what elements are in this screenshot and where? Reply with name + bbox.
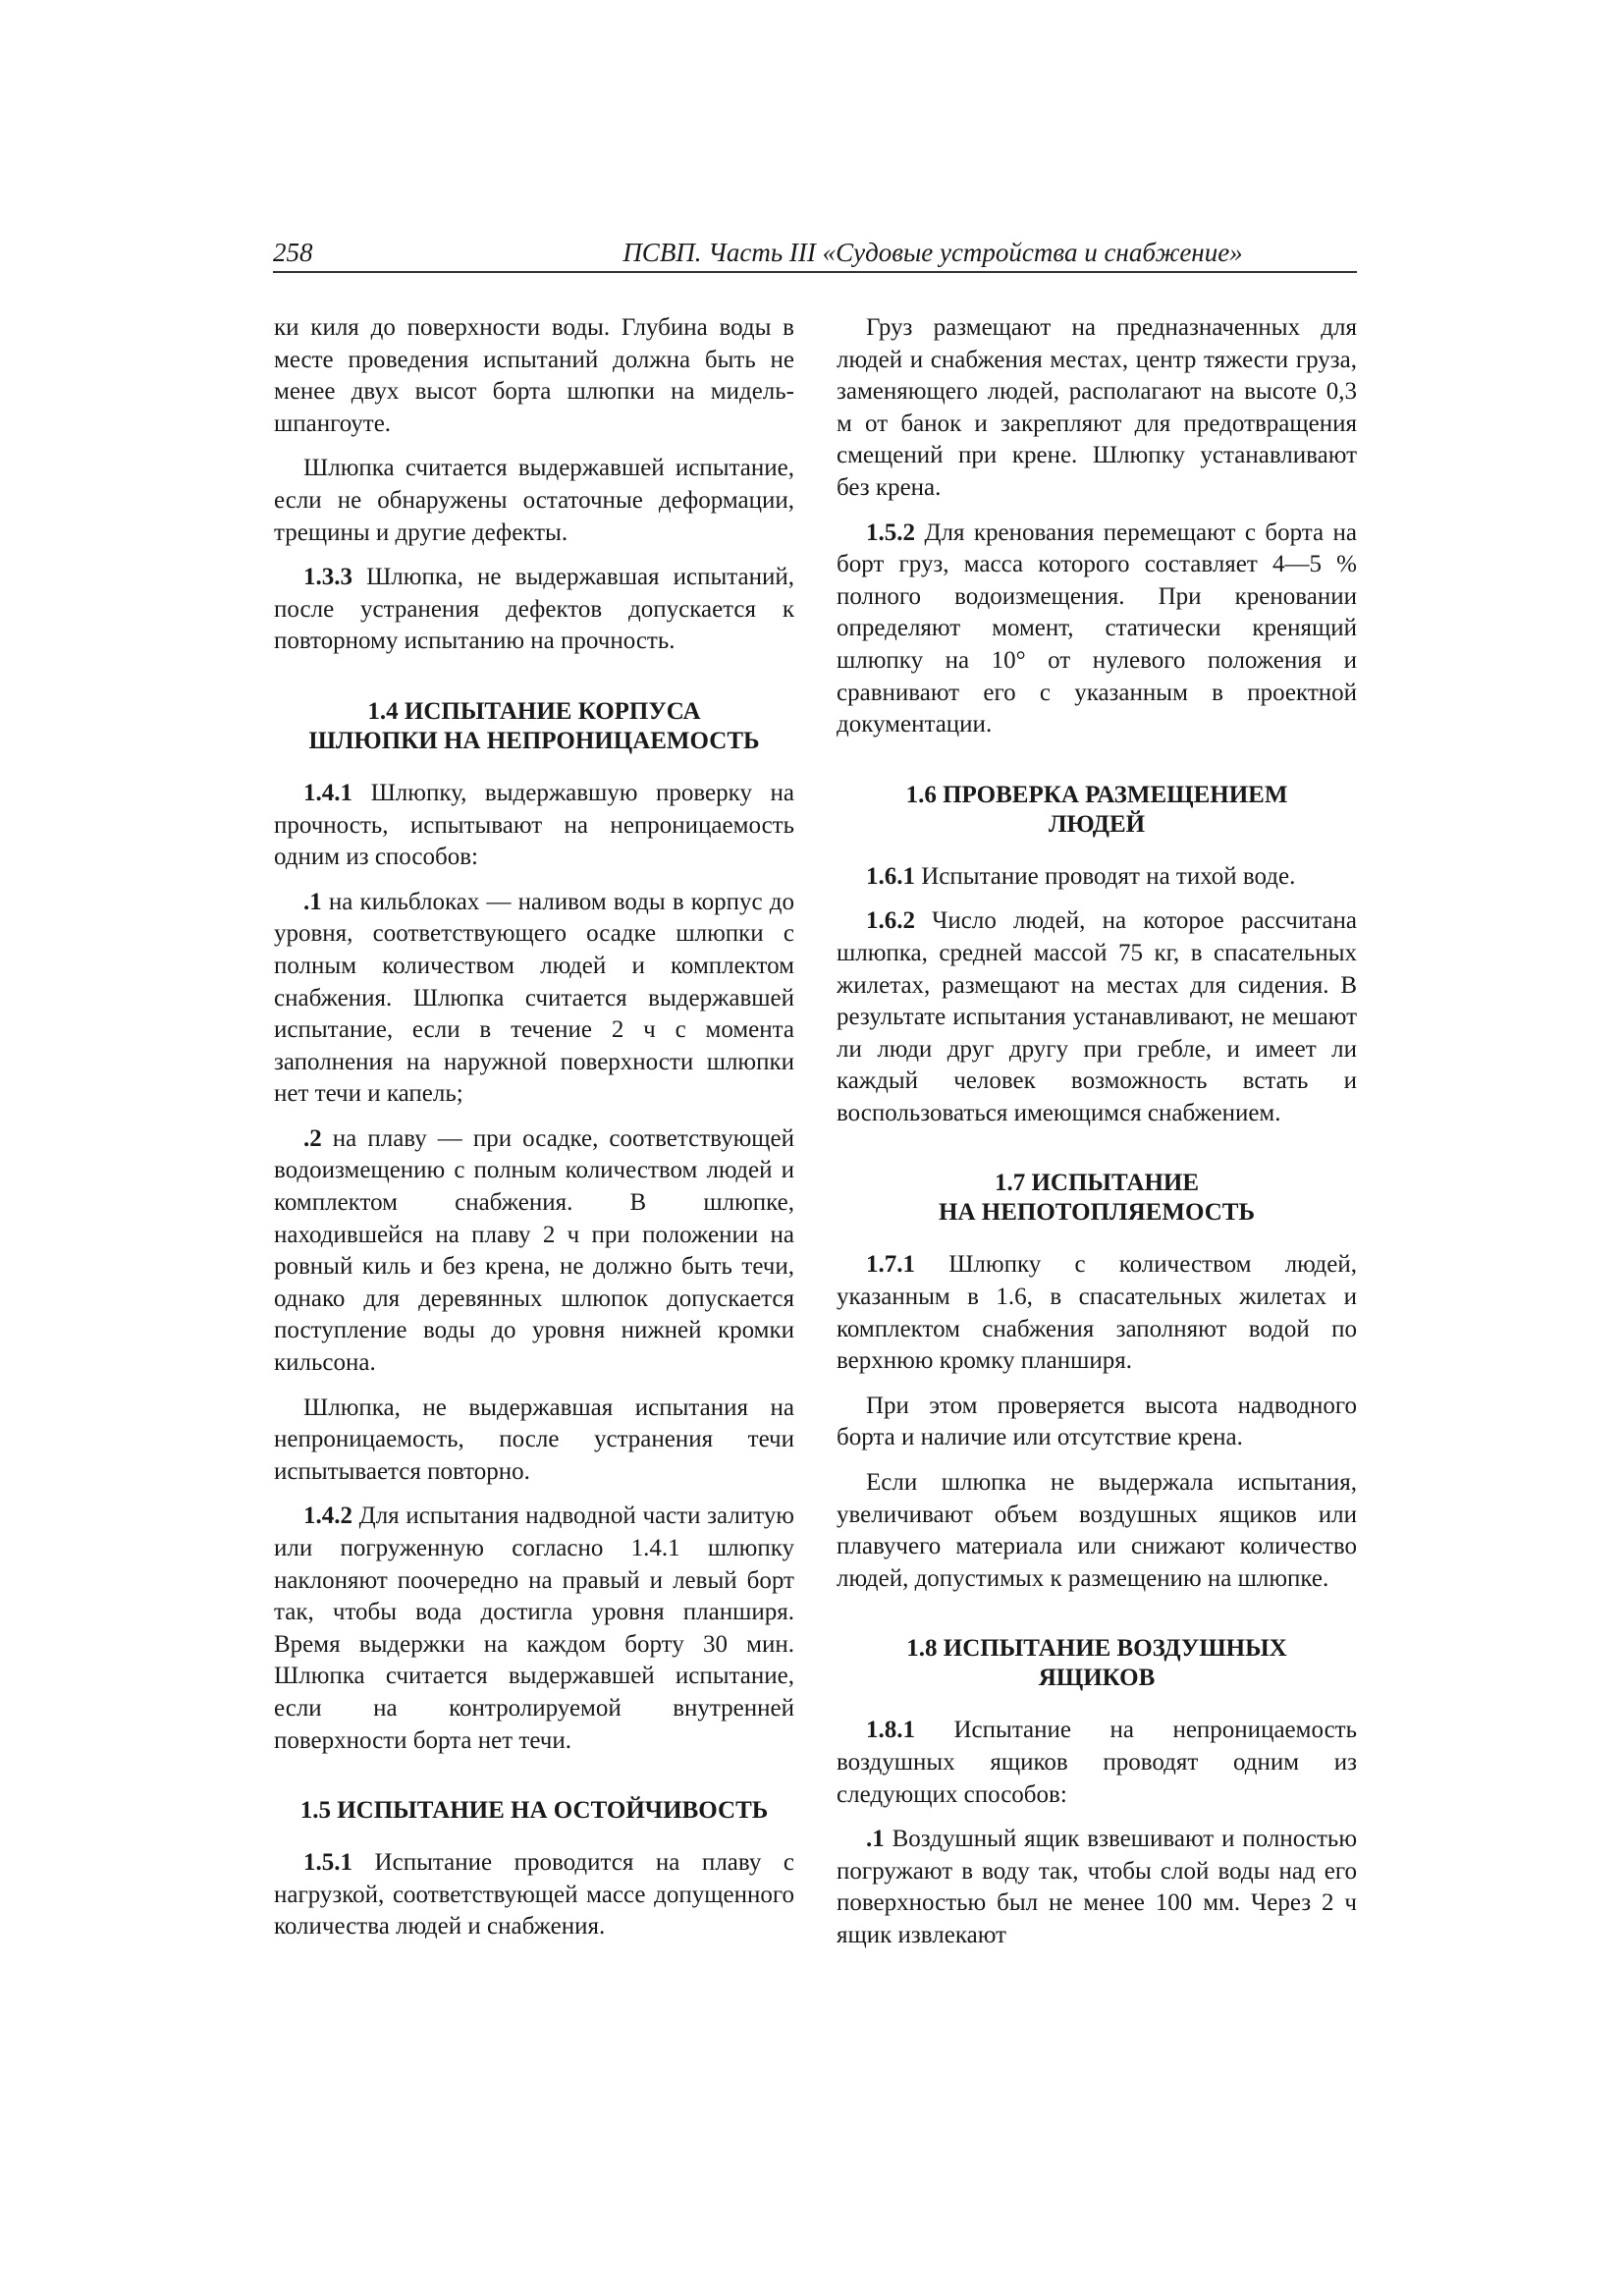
paragraph-1-8-1 (837, 1715, 1357, 1811)
clause-text: Испытание проводят на тихой воде. (915, 862, 1296, 890)
clause-text: Шлюпку, выдержавшую проверку на прочность, испытывают на непроницаемость одним из способов: (274, 779, 794, 871)
clause-number: 1.4.1 (303, 779, 352, 806)
paragraph-1-4-1-1 (274, 887, 794, 1111)
running-title: ПСВП. Часть III «Судовые устройства и снабжение» (622, 238, 1243, 267)
paragraph: Груз размещают на предназначенных для людей и снабжения местах, центр тяжести груза, заменяющего людей, располагают на высоте 0,3 м от банок и закрепляют для предотвращения смещений при крене. Шлюпку устанавливают без крена. (837, 314, 1357, 501)
clause-number: 1.3.3 (303, 564, 352, 591)
clause-number: 1.4.2 (303, 1503, 352, 1530)
clause-text: Испытание на непроницаемость воздушных ящиков проводят одним из следующих способов: (837, 1717, 1357, 1808)
clause-number: .1 (303, 888, 322, 915)
section-heading-1-4 (274, 697, 794, 756)
heading-line: ШЛЮПКИ НА НЕПРОНИЦАЕМОСТЬ (308, 727, 760, 754)
heading-line: 1.5 ИСПЫТАНИЕ НА ОСТОЙЧИВОСТЬ (299, 1797, 769, 1825)
clause-text: Число людей, на которое рассчитана шлюпка, средней массой 75 кг, в спасательных жилетах, размещают на местах для сидения. В результате испытания устанавливают, не мешают ли люди друг другу при гребле, и имеет ли каждый человек возможность встать и воспользоваться имеющимся снабжением. (837, 907, 1357, 1126)
heading-line: 1.7 ИСПЫТАНИЕ (994, 1170, 1200, 1197)
section-heading-1-8 (837, 1634, 1357, 1693)
section-heading-1-6 (837, 781, 1357, 840)
clause-number: 1.5.1 (303, 1849, 352, 1877)
clause-number: .1 (866, 1826, 885, 1853)
paragraph-1-4-1-2 (274, 1123, 794, 1380)
right-column (837, 312, 1357, 1965)
heading-line: НА НЕПОТОПЛЯЕМОСТЬ (939, 1199, 1255, 1227)
clause-number: .2 (303, 1124, 322, 1152)
clause-number: 1.7.1 (866, 1251, 915, 1279)
clause-text: Воздушный ящик взвешивают и полностью погружают в воду так, чтобы слой воды над его поверхностью был не менее 100 мм. Через 2 ч ящик извлекают (837, 1826, 1357, 1948)
paragraph: Шлюпка считается выдержавшей испытание, если не обнаружены остаточные деформации, трещины и другие дефекты. (274, 455, 794, 546)
clause-number: 1.6.1 (866, 862, 915, 890)
paragraph-1-7-1 (837, 1249, 1357, 1377)
heading-line: ЯЩИКОВ (1038, 1665, 1156, 1692)
page-header (273, 236, 1357, 273)
paragraph-1-3-3 (274, 562, 794, 658)
clause-number: 1.5.2 (866, 519, 915, 546)
section-heading-1-7 (837, 1169, 1357, 1228)
clause-text: Испытание проводится на плаву с нагрузкой, соответствующей массе допущенного количества людей и снабжения. (274, 1849, 794, 1941)
section-heading-1-5 (274, 1796, 794, 1826)
heading-line: 1.6 ПРОВЕРКА РАЗМЕЩЕНИЕМ (905, 781, 1288, 808)
paragraph-1-5-2 (837, 518, 1357, 741)
clause-text: Для испытания надводной части залитую или погруженную согласно 1.4.1 шлюпку наклоняют поочередно на правый и левый борт так, чтобы вода достигла уровня планширя. Время выдержки на каждом борту 30 мин. Шлюпка считается выдержавшей испытание, если на контролируемой внутренней поверхности борта нет течи. (274, 1503, 794, 1754)
paragraph-1-6-2 (837, 905, 1357, 1129)
paragraph-1-6-1 (837, 861, 1357, 894)
paragraph: Шлюпка, не выдержавшая испытания на непроницаемость, после устранения течи испытывается повторно. (274, 1394, 794, 1485)
clause-text: на кильблоках — наливом воды в корпус до уровня, соответствующего осадке шлюпки с полным количеством людей и комплектом снабжения. Шлюпка считается выдержавшей испытание, если в течение 2 ч с момента заполнения на наружной поверхности шлюпки нет течи и капель; (274, 888, 794, 1108)
paragraph-1-5-1 (274, 1847, 794, 1943)
paragraph: ки киля до поверхности воды. Глубина воды в месте проведения испытаний должна быть не менее двух высот борта шлюпки на мидель-шпангоуте. (274, 314, 794, 437)
heading-line: 1.8 ИСПЫТАНИЕ ВОЗДУШНЫХ (906, 1635, 1287, 1663)
page-number: 258 (273, 238, 313, 267)
paragraph-1-4-2 (274, 1501, 794, 1757)
clause-text: Шлюпку с количеством людей, указанным в 1.6, в спасательных жилетах и комплектом снабжения заполняют водой по верхнюю кромку планширя. (837, 1251, 1357, 1375)
left-column (274, 312, 794, 1956)
heading-line: ЛЮДЕЙ (1048, 810, 1146, 838)
clause-text: на плаву — при осадке, соответствующей водоизмещению с полным количеством людей и комплектом снабжения. В шлюпке, находившейся на плаву 2 ч при положении на ровный киль и без крена, не должно быть течи, однако для деревянных шлюпок допускается поступление воды до уровня нижней кромки кильсона. (274, 1124, 794, 1377)
clause-text: Шлюпка, не выдержавшая испытаний, после устранения дефектов допускается к повторному испытанию на прочность. (274, 564, 794, 655)
paragraph-1-4-1 (274, 778, 794, 874)
heading-line: 1.4 ИСПЫТАНИЕ КОРПУСА (367, 697, 701, 725)
paragraph-1-8-1-1 (837, 1824, 1357, 1951)
clause-number: 1.8.1 (866, 1717, 915, 1744)
clause-number: 1.6.2 (866, 907, 915, 935)
paragraph: Если шлюпка не выдержала испытания, увеличивают объем воздушных ящиков или плавучего материала или снижают количество людей, допустимых к размещению на шлюпке. (837, 1469, 1357, 1592)
paragraph: При этом проверяется высота надводного борта и наличие или отсутствие крена. (837, 1392, 1357, 1451)
clause-text: Для кренования перемещают с борта на борт груз, масса которого составляет 4—5 % полного водоизмещения. При креновании определяют момент, статически кренящий шлюпку на 10° от нулевого положения и сравнивают его с указанным в проектной документации. (837, 519, 1357, 738)
